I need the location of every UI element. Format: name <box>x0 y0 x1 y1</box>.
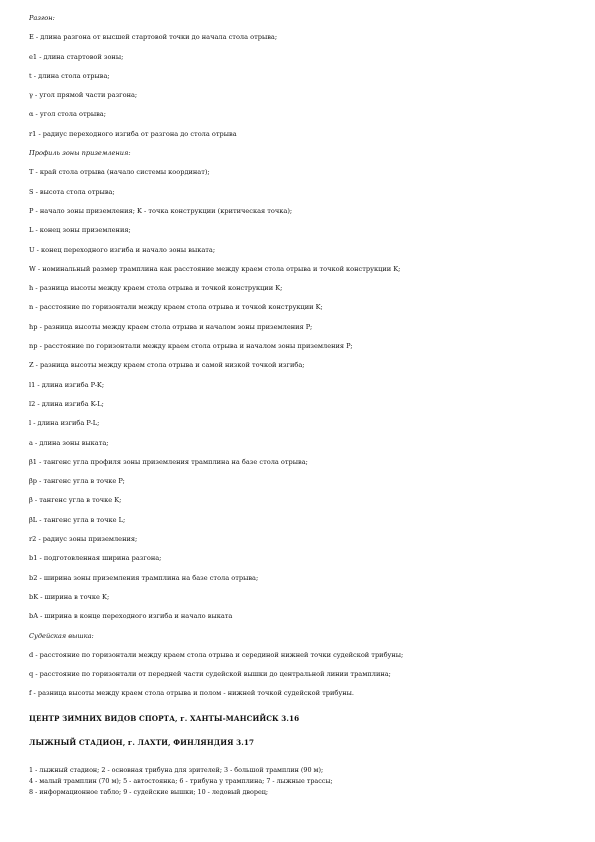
definition-line: γ - угол прямой части разгона; <box>29 91 138 100</box>
definition-line: f - разница высоты между краем стола отрыва и полом - нижней точкой судейской трибуны. <box>29 689 354 698</box>
definition-line: P - начало зоны приземления; K - точка конструкции (критическая точка); <box>29 206 293 215</box>
definition-line: b1 - подготовленная ширина разгона; <box>29 554 162 563</box>
definition-line: W - номинальный размер трамплина как расстояние между краем стола отрыва и точкой конструкции K; <box>29 264 401 273</box>
section-title-judges: Судейская вышка: <box>29 631 94 640</box>
definition-line: r2 - радиус зоны приземления; <box>29 535 138 544</box>
legend-line: 8 - информационное табло; 9 - судейские вышки; 10 - ледовый дворец; <box>29 787 268 796</box>
definition-line: L - конец зоны приземления; <box>29 226 131 235</box>
definition-line: bK - ширина в точке K; <box>29 592 110 601</box>
figure-legend <box>29 765 569 798</box>
section-title-profile: Профиль зоны приземления: <box>29 149 131 158</box>
legend-line: 1 - лыжный стадион; 2 - основная трибуна для зрителей; 3 - большой трамплин (90 м); <box>29 765 324 774</box>
definition-line: Z - разница высоты между краем стола отрыва и самой низкой точкой изгиба; <box>29 361 305 370</box>
definition-line: q - расстояние по горизонтали от передней части судейской вышки до центральной линии трамплина; <box>29 670 391 679</box>
document-page <box>29 14 569 798</box>
definition-line: S - высота стола отрыва; <box>29 187 115 196</box>
definition-line: β - тангенс угла в точке K; <box>29 496 122 505</box>
definition-line: n - расстояние по горизонтали между краем стола отрыва и точкой конструкции K; <box>29 303 323 312</box>
definition-line: d - расстояние по горизонтали между краем стола отрыва и серединой нижней точки судейской трибуны; <box>29 650 404 659</box>
definition-line: np - расстояние по горизонтали между краем стола отрыва и началом зоны приземления P; <box>29 342 353 351</box>
definition-line: β1 - тангенс угла профиля зоны приземления трамплина на базе стола отрыва; <box>29 457 308 466</box>
definition-line: b2 - ширина зоны приземления трамплина на базе стола отрыва; <box>29 573 259 582</box>
figure-heading: ЛЫЖНЫЙ СТАДИОН, г. ЛАХТИ, ФИНЛЯНДИЯ 3.17 <box>29 737 255 747</box>
definition-line: h - разница высоты между краем стола отрыва и точкой конструкции K; <box>29 284 283 293</box>
definition-line: bA - ширина в конце переходного изгиба и начало выката <box>29 612 233 621</box>
definition-line: t - длина стола отрыва; <box>29 71 110 80</box>
definition-line: hp - разница высоты между краем стола отрыва и началом зоны приземления P; <box>29 322 313 331</box>
definition-line: E - длина разгона от высшей стартовой точки до начала стола отрыва; <box>29 33 278 42</box>
definition-line: T - край стола отрыва (начало системы координат); <box>29 168 210 177</box>
definition-line: α - угол стола отрыва; <box>29 110 106 119</box>
definition-line: βp - тангенс угла в точке P; <box>29 477 125 486</box>
section-title-razgon: Разгон: <box>29 14 55 22</box>
definition-line: βL - тангенс угла в точке L; <box>29 515 126 524</box>
definition-line: l2 - длина изгиба K-L; <box>29 399 104 408</box>
figure-heading: ЦЕНТР ЗИМНИХ ВИДОВ СПОРТА, г. ХАНТЫ-МАНСИЙСК 3.16 <box>29 713 300 723</box>
legend-line: 4 - малый трамплин (70 м); 5 - автостоянка; 6 - трибуна у трамплина; 7 - лыжные трассы; <box>29 776 333 785</box>
definition-line: r1 - радиус переходного изгиба от разгона до стола отрыва <box>29 129 237 138</box>
definition-line: l1 - длина изгиба P-K; <box>29 380 105 389</box>
definition-line: U - конец переходного изгиба и начало зоны выката; <box>29 245 216 254</box>
definition-line: a - длина зоны выката; <box>29 438 109 447</box>
definition-line: e1 - длина стартовой зоны; <box>29 52 124 61</box>
definition-line: l - длина изгиба P-L; <box>29 419 100 428</box>
